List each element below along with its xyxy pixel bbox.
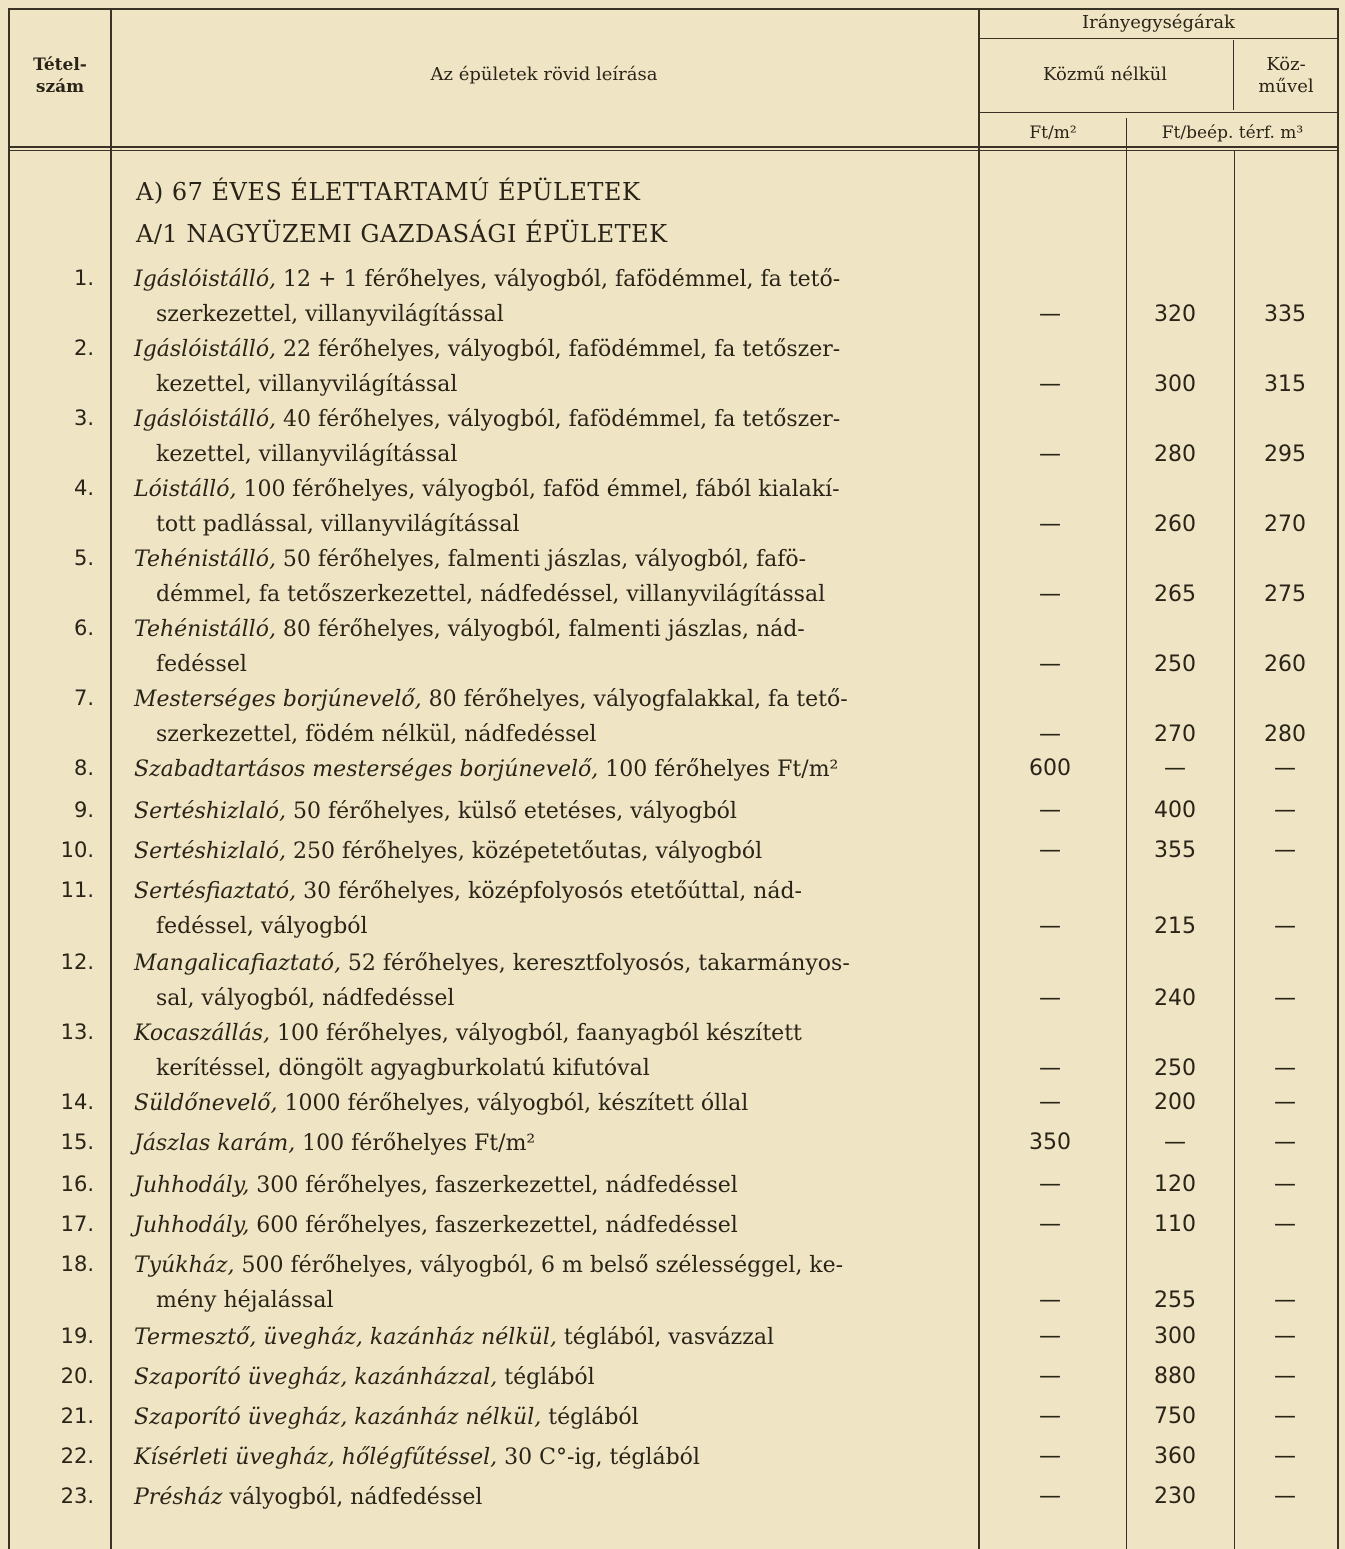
price-with-utilities: 280 bbox=[1264, 722, 1306, 747]
row-description bbox=[134, 1168, 960, 1203]
price-per-m2: — bbox=[1039, 1212, 1061, 1237]
row-description bbox=[134, 1016, 960, 1086]
row-number: 17. bbox=[60, 1212, 94, 1236]
price-per-m2: — bbox=[1039, 1090, 1061, 1115]
price-per-m2: — bbox=[1039, 442, 1061, 467]
building-details: 100 férőhelyes Ft/m² bbox=[598, 757, 839, 782]
building-details: 100 férőhelyes Ft/m² bbox=[295, 1131, 536, 1156]
building-name: Présház bbox=[134, 1485, 223, 1510]
header-bottom-border bbox=[8, 146, 1337, 148]
row-number: 2. bbox=[73, 336, 94, 360]
col-divider-desc bbox=[978, 8, 980, 1549]
building-name: Juhhodály, bbox=[134, 1213, 250, 1238]
building-name: Tyúkház, bbox=[134, 1253, 235, 1278]
building-details: 40 férőhelyes, vályogból, fafödémmel, fa tetőszer- bbox=[276, 407, 841, 432]
row-description bbox=[134, 1208, 960, 1243]
row-number: 5. bbox=[73, 546, 94, 570]
building-details: téglából, vasvázzal bbox=[556, 1325, 775, 1350]
row-description bbox=[134, 1248, 960, 1318]
price-per-m2: 350 bbox=[1029, 1130, 1071, 1155]
row-number: 13. bbox=[60, 1020, 94, 1044]
building-details-continued: démmel, fa tetőszerkezettel, nádfedéssel, villanyvilágítással bbox=[156, 582, 826, 607]
row-description bbox=[134, 332, 960, 402]
price-with-utilities: — bbox=[1274, 1212, 1296, 1237]
building-details-continued: kezettel, villanyvilágítással bbox=[156, 372, 458, 397]
building-name: Szaporító üvegház, kazánház nélkül, bbox=[134, 1405, 542, 1430]
price-per-m2: — bbox=[1039, 1056, 1061, 1081]
price-per-m2: — bbox=[1039, 652, 1061, 677]
row-number: 4. bbox=[73, 476, 94, 500]
building-details: 50 férőhelyes, falmenti jászlas, vályogból, fafö- bbox=[275, 547, 807, 572]
row-description bbox=[134, 1126, 960, 1161]
header-without-utilities: Közmű nélkül bbox=[1043, 64, 1167, 85]
price-per-m3: 265 bbox=[1154, 582, 1196, 607]
row-number: 23. bbox=[60, 1484, 94, 1508]
building-details: 100 férőhelyes, vályogból, faföd émmel, fából kialakí- bbox=[236, 477, 840, 502]
price-per-m3: 300 bbox=[1154, 1324, 1196, 1349]
building-details: 30 C°-ig, téglából bbox=[497, 1445, 700, 1470]
price-per-m2: — bbox=[1039, 838, 1061, 863]
row-number: 19. bbox=[60, 1324, 94, 1348]
price-per-m3: 250 bbox=[1154, 1056, 1196, 1081]
price-per-m2: — bbox=[1039, 1172, 1061, 1197]
price-with-utilities: 270 bbox=[1264, 512, 1306, 537]
price-with-utilities: 260 bbox=[1264, 652, 1306, 677]
price-per-m3: 280 bbox=[1154, 442, 1196, 467]
header-unit-m3: Ft/beép. térf. m³ bbox=[1161, 123, 1304, 143]
price-per-m3: 240 bbox=[1154, 986, 1196, 1011]
price-per-m2: — bbox=[1039, 986, 1061, 1011]
col-divider-kozmu-header bbox=[1233, 40, 1234, 110]
section-title-a1: A/1 NAGYÜZEMI GAZDASÁGI ÉPÜLETEK bbox=[136, 220, 668, 248]
row-description bbox=[134, 752, 960, 787]
row-description bbox=[134, 612, 960, 682]
building-details-continued: tott padlással, villanyvilágítással bbox=[156, 512, 520, 537]
row-description bbox=[134, 542, 960, 612]
building-details-continued: mény héjalással bbox=[156, 1288, 334, 1313]
price-with-utilities: — bbox=[1274, 838, 1296, 863]
price-with-utilities: — bbox=[1274, 1484, 1296, 1509]
price-per-m2: — bbox=[1039, 1364, 1061, 1389]
right-border bbox=[1337, 8, 1339, 1549]
price-with-utilities: — bbox=[1274, 1404, 1296, 1429]
header-description: Az épületek rövid leírása bbox=[430, 64, 658, 85]
price-per-m2: — bbox=[1039, 798, 1061, 823]
building-details: 300 férőhelyes, faszerkezettel, nádfedéssel bbox=[249, 1173, 738, 1198]
price-per-m3: 260 bbox=[1154, 512, 1196, 537]
row-number: 18. bbox=[60, 1252, 94, 1276]
building-details: 80 férőhelyes, vályogfalakkal, fa tető- bbox=[421, 687, 848, 712]
price-with-utilities: — bbox=[1274, 914, 1296, 939]
building-name: Tehénistálló, bbox=[134, 617, 276, 642]
row-description bbox=[134, 1360, 960, 1395]
price-per-m3: 120 bbox=[1154, 1172, 1196, 1197]
price-with-utilities: 295 bbox=[1264, 442, 1306, 467]
building-details: 50 férőhelyes, külső etetéses, vályogból bbox=[285, 799, 737, 824]
building-name: Igáslóistálló, bbox=[134, 337, 277, 362]
table-top-border bbox=[8, 8, 1337, 10]
building-details: téglából bbox=[541, 1405, 639, 1430]
row-description bbox=[134, 1400, 960, 1435]
row-description bbox=[134, 262, 960, 332]
price-with-utilities: — bbox=[1274, 986, 1296, 1011]
building-details: 30 férőhelyes, középfolyosós etetőúttal, nád- bbox=[296, 879, 802, 904]
row-number: 6. bbox=[73, 616, 94, 640]
building-name: Igáslóistálló, bbox=[134, 407, 277, 432]
price-per-m2: — bbox=[1039, 722, 1061, 747]
row-number: 12. bbox=[60, 950, 94, 974]
row-number: 14. bbox=[60, 1090, 94, 1114]
header-unit-prices: Irányegységárak bbox=[1082, 12, 1235, 33]
price-per-m3: — bbox=[1164, 1130, 1186, 1155]
row-description bbox=[134, 874, 960, 944]
building-name: Mangalicafiaztató, bbox=[134, 951, 341, 976]
building-name: Lóistálló, bbox=[134, 477, 237, 502]
price-with-utilities: — bbox=[1274, 1444, 1296, 1469]
price-with-utilities: — bbox=[1274, 798, 1296, 823]
price-per-m3: 215 bbox=[1154, 914, 1196, 939]
price-per-m2: — bbox=[1039, 914, 1061, 939]
building-name: Tehénistálló, bbox=[134, 547, 276, 572]
price-with-utilities: — bbox=[1274, 1130, 1296, 1155]
building-name: Juhhodály, bbox=[134, 1173, 250, 1198]
building-name: Sertéshizlaló, bbox=[134, 799, 286, 824]
section-title-a: A) 67 ÉVES ÉLETTARTAMÚ ÉPÜLETEK bbox=[136, 178, 641, 206]
price-with-utilities: — bbox=[1274, 1056, 1296, 1081]
building-name: Sertésfiaztató, bbox=[134, 879, 297, 904]
row-number: 20. bbox=[60, 1364, 94, 1388]
price-per-m2: — bbox=[1039, 372, 1061, 397]
price-per-m3: 355 bbox=[1154, 838, 1196, 863]
price-per-m3: 255 bbox=[1154, 1288, 1196, 1313]
building-name: Szaporító üvegház, kazánházzal, bbox=[134, 1365, 498, 1390]
row-number: 9. bbox=[73, 798, 94, 822]
row-description bbox=[134, 682, 960, 752]
price-with-utilities: — bbox=[1274, 1364, 1296, 1389]
row-number: 16. bbox=[60, 1172, 94, 1196]
building-name: Kísérleti üvegház, hőlégfűtéssel, bbox=[134, 1445, 498, 1470]
price-per-m3: 110 bbox=[1154, 1212, 1196, 1237]
building-details: 500 férőhelyes, vályogból, 6 m belső szélességgel, ke- bbox=[234, 1253, 844, 1278]
price-per-m2: — bbox=[1039, 1444, 1061, 1469]
price-per-m3: 320 bbox=[1154, 302, 1196, 327]
building-details-continued: fedéssel bbox=[156, 652, 247, 677]
building-name: Sertéshizlaló, bbox=[134, 839, 286, 864]
building-details-continued: szerkezettel, födém nélkül, nádfedéssel bbox=[156, 722, 597, 747]
building-details: 52 férőhelyes, keresztfolyosós, takarmányos- bbox=[340, 951, 850, 976]
price-per-m3: 200 bbox=[1154, 1090, 1196, 1115]
price-with-utilities: — bbox=[1274, 1090, 1296, 1115]
price-per-m2: — bbox=[1039, 582, 1061, 607]
price-per-m2: — bbox=[1039, 1484, 1061, 1509]
building-details: 100 férőhelyes, vályogból, faanyagból készített bbox=[270, 1021, 802, 1046]
row-description bbox=[134, 946, 960, 1016]
row-description bbox=[134, 1086, 960, 1121]
row-number: 22. bbox=[60, 1444, 94, 1468]
price-per-m3: 880 bbox=[1154, 1364, 1196, 1389]
row-number: 15. bbox=[60, 1130, 94, 1154]
price-per-m3: 750 bbox=[1154, 1404, 1196, 1429]
building-details: 600 férőhelyes, faszerkezettel, nádfedéssel bbox=[249, 1213, 738, 1238]
building-name: Kocaszállás, bbox=[134, 1021, 270, 1046]
price-with-utilities: — bbox=[1274, 1288, 1296, 1313]
header-group-line bbox=[980, 38, 1337, 39]
building-details: 1000 férőhelyes, vályogból, készített óllal bbox=[277, 1091, 749, 1116]
building-name: Szabadtartásos mesterséges borjúnevelő, bbox=[134, 757, 599, 782]
price-per-m3: — bbox=[1164, 756, 1186, 781]
building-details: 22 férőhelyes, vályogból, fafödémmel, fa tetőszer- bbox=[276, 337, 841, 362]
row-number: 3. bbox=[73, 406, 94, 430]
price-with-utilities: 315 bbox=[1264, 372, 1306, 397]
building-details-continued: kezettel, villanyvilágítással bbox=[156, 442, 458, 467]
price-per-m2: — bbox=[1039, 302, 1061, 327]
header-unit-line bbox=[980, 112, 1337, 113]
building-name: Mesterséges borjúnevelő, bbox=[134, 687, 422, 712]
col-divider-kozmu bbox=[1234, 150, 1235, 1549]
building-details: 80 férőhelyes, vályogból, falmenti jászlas, nád- bbox=[275, 617, 805, 642]
row-number: 11. bbox=[60, 878, 94, 902]
row-number: 1. bbox=[73, 266, 94, 290]
left-border bbox=[8, 8, 10, 1549]
row-number: 21. bbox=[60, 1404, 94, 1428]
building-details: vályogból, nádfedéssel bbox=[222, 1485, 483, 1510]
row-number: 7. bbox=[73, 686, 94, 710]
price-per-m3: 300 bbox=[1154, 372, 1196, 397]
building-details-continued: fedéssel, vályogból bbox=[156, 914, 368, 939]
building-details-continued: szerkezettel, villanyvilágítással bbox=[156, 302, 504, 327]
price-with-utilities: — bbox=[1274, 1324, 1296, 1349]
header-bottom-border-2 bbox=[8, 150, 1337, 151]
building-name: Termesztő, üvegház, kazánház nélkül, bbox=[134, 1325, 557, 1350]
price-per-m2: — bbox=[1039, 512, 1061, 537]
price-with-utilities: — bbox=[1274, 1172, 1296, 1197]
header-with-utilities: Köz- művel bbox=[1258, 54, 1314, 97]
price-with-utilities: 275 bbox=[1264, 582, 1306, 607]
building-details: 12 + 1 férőhelyes, vályogból, fafödémmel, fa tető- bbox=[276, 267, 841, 292]
building-name: Süldőnevelő, bbox=[134, 1091, 278, 1116]
row-description bbox=[134, 472, 960, 542]
price-per-m2: — bbox=[1039, 1324, 1061, 1349]
row-description bbox=[134, 1480, 960, 1515]
header-item-number: Tétel- szám bbox=[33, 55, 87, 97]
row-description bbox=[134, 834, 960, 869]
row-description bbox=[134, 794, 960, 829]
building-details-continued: kerítéssel, döngölt agyagburkolatú kifutóval bbox=[156, 1056, 650, 1081]
price-per-m2: 600 bbox=[1029, 756, 1071, 781]
price-per-m2: — bbox=[1039, 1288, 1061, 1313]
building-details-continued: sal, vályogból, nádfedéssel bbox=[156, 986, 455, 1011]
building-name: Igáslóistálló, bbox=[134, 267, 277, 292]
row-description bbox=[134, 1320, 960, 1355]
price-per-m3: 360 bbox=[1154, 1444, 1196, 1469]
price-per-m3: 230 bbox=[1154, 1484, 1196, 1509]
building-details: téglából bbox=[497, 1365, 595, 1390]
price-per-m3: 250 bbox=[1154, 652, 1196, 677]
price-per-m3: 400 bbox=[1154, 798, 1196, 823]
row-number: 8. bbox=[73, 756, 94, 780]
header-unit-m2: Ft/m² bbox=[1029, 123, 1077, 143]
price-per-m3: 270 bbox=[1154, 722, 1196, 747]
building-name: Jászlas karám, bbox=[134, 1131, 296, 1156]
row-description bbox=[134, 1440, 960, 1475]
col-divider-num bbox=[110, 8, 112, 1549]
price-with-utilities: 335 bbox=[1264, 302, 1306, 327]
row-number: 10. bbox=[60, 838, 94, 862]
price-with-utilities: — bbox=[1274, 756, 1296, 781]
price-per-m2: — bbox=[1039, 1404, 1061, 1429]
building-details: 250 férőhelyes, középetetőutas, vályogból bbox=[285, 839, 763, 864]
row-description bbox=[134, 402, 960, 472]
